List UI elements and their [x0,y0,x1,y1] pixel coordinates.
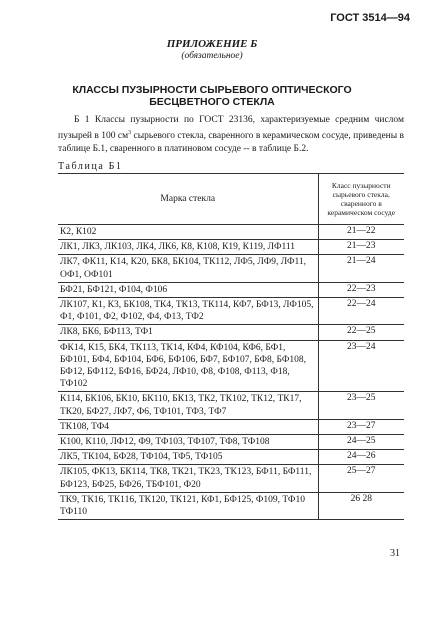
cell-grade: К114, БК106, БК10, БК110, БК13, ТК2, ТК102, ТК12, ТК17, ТК20, БФ27, ЛФ7, Ф6, ТФ101, ТФ3, ТФ7 [58,392,318,419]
title-line-2: БЕСЦВЕТНОГО СТЕКЛА [149,96,275,108]
appendix-label: ПРИЛОЖЕНИЕ Б [166,38,258,50]
table-row [58,282,404,297]
cell-class: 23—25 [318,392,404,419]
table-row [58,325,404,340]
header-class: Класс пузырности сырьевого стекла, сваренного в керамическом сосуде [318,174,404,225]
intro-paragraph [58,114,404,156]
page-number: 31 [390,548,400,559]
standard-number: ГОСТ 3514—94 [330,12,410,24]
cell-grade: ТК9, ТК16, ТК116, ТК120, ТК121, КФ1, БФ125, Ф109, ТФ10 ТФ110 [58,492,318,519]
cell-class: 21—24 [318,255,404,282]
table-row [58,392,404,419]
cell-class: 23—24 [318,340,404,392]
cell-class: 25—27 [318,465,404,492]
cell-grade: К100, К110, ЛФ12, Ф9, ТФ103, ТФ107, ТФ8, ТФ108 [58,435,318,450]
table-row [58,419,404,434]
cell-class: 26 28 [318,492,404,519]
cell-grade: К2, К102 [58,225,318,240]
cell-class: 22—24 [318,298,404,325]
table-row [58,240,404,255]
table-row [58,225,404,240]
title-line-1: КЛАССЫ ПУЗЫРНОСТИ СЫРЬЕВОГО ОПТИЧЕСКОГО [72,84,352,96]
table-header-row [58,174,404,225]
cell-class: 24—26 [318,450,404,465]
header-grade: Марка стекла [58,174,318,225]
appendix-note: (обязательное) [181,51,243,61]
table-row [58,298,404,325]
cell-class: 21—23 [318,240,404,255]
paragraph-part-1: Б 1 Классы пузырности по ГОСТ 23136, характеризуемые средним числом пузырей в 100 см [58,115,404,142]
table-row [58,255,404,282]
bubble-class-table [58,173,404,520]
cell-grade: ЛК7, ФК11, К14, К20, БК8, БК104, ТК112, ЛФ5, ЛФ9, ЛФ11, ОФ1, ОФ101 [58,255,318,282]
cell-grade: ЛК1, ЛК3, ЛК103, ЛК4, ЛК6, К8, К108, К19, К119, ЛФ111 [58,240,318,255]
cell-grade: ЛК8, БК6, БФ113, ТФ1 [58,325,318,340]
table-body [58,225,404,520]
cell-grade: ФК14, К15, БК4, ТК113, ТК14, КФ4, КФ104, КФ6, БФ1, БФ101, БФ4, БФ104, БФ6, БФ106, БФ7, БФ107, БФ8, БФ108, БФ12, БФ112, БФ16, БФ24, ЛФ10, Ф8, Ф108, Ф113, Ф18, ТФ102 [58,340,318,392]
cell-grade: БФ21, БФ121, Ф104, Ф106 [58,282,318,297]
table-row [58,450,404,465]
cell-grade: ЛК5, ТК104, БФ28, ТФ104, ТФ5, ТФ105 [58,450,318,465]
cubic-superscript: 3 [128,130,132,136]
table-row [58,435,404,450]
cell-class: 22—23 [318,282,404,297]
cell-class: 21—22 [318,225,404,240]
cell-grade: ЛК105, ФК13, БК114, ТК8, ТК21, ТК23, ТК123, БФ11, БФ111, БФ123, БФ25, БФ26, ТБФ101, Ф20 [58,465,318,492]
section-title [40,84,384,108]
cell-grade: ЛК107, К1, К3, БК108, ТК4, ТК13, ТК114, КФ7, БФ13, ЛФ105, Ф1, Ф101, Ф2, Ф102, Ф4, Ф13, ТФ2 [58,298,318,325]
table-row [58,492,404,519]
table-row [58,340,404,392]
paragraph-part-2: сырьевого стекла, сваренного в керамическом сосуде, приведены в таблице Б.1, сваренного в платиновом сосуде -- в таблице Б.2. [58,131,404,155]
cell-class: 24—25 [318,435,404,450]
table-row [58,465,404,492]
cell-class: 22—25 [318,325,404,340]
cell-grade: ТК108, ТФ4 [58,419,318,434]
table-caption: Таблица Б1 [58,161,123,172]
cell-class: 23—27 [318,419,404,434]
